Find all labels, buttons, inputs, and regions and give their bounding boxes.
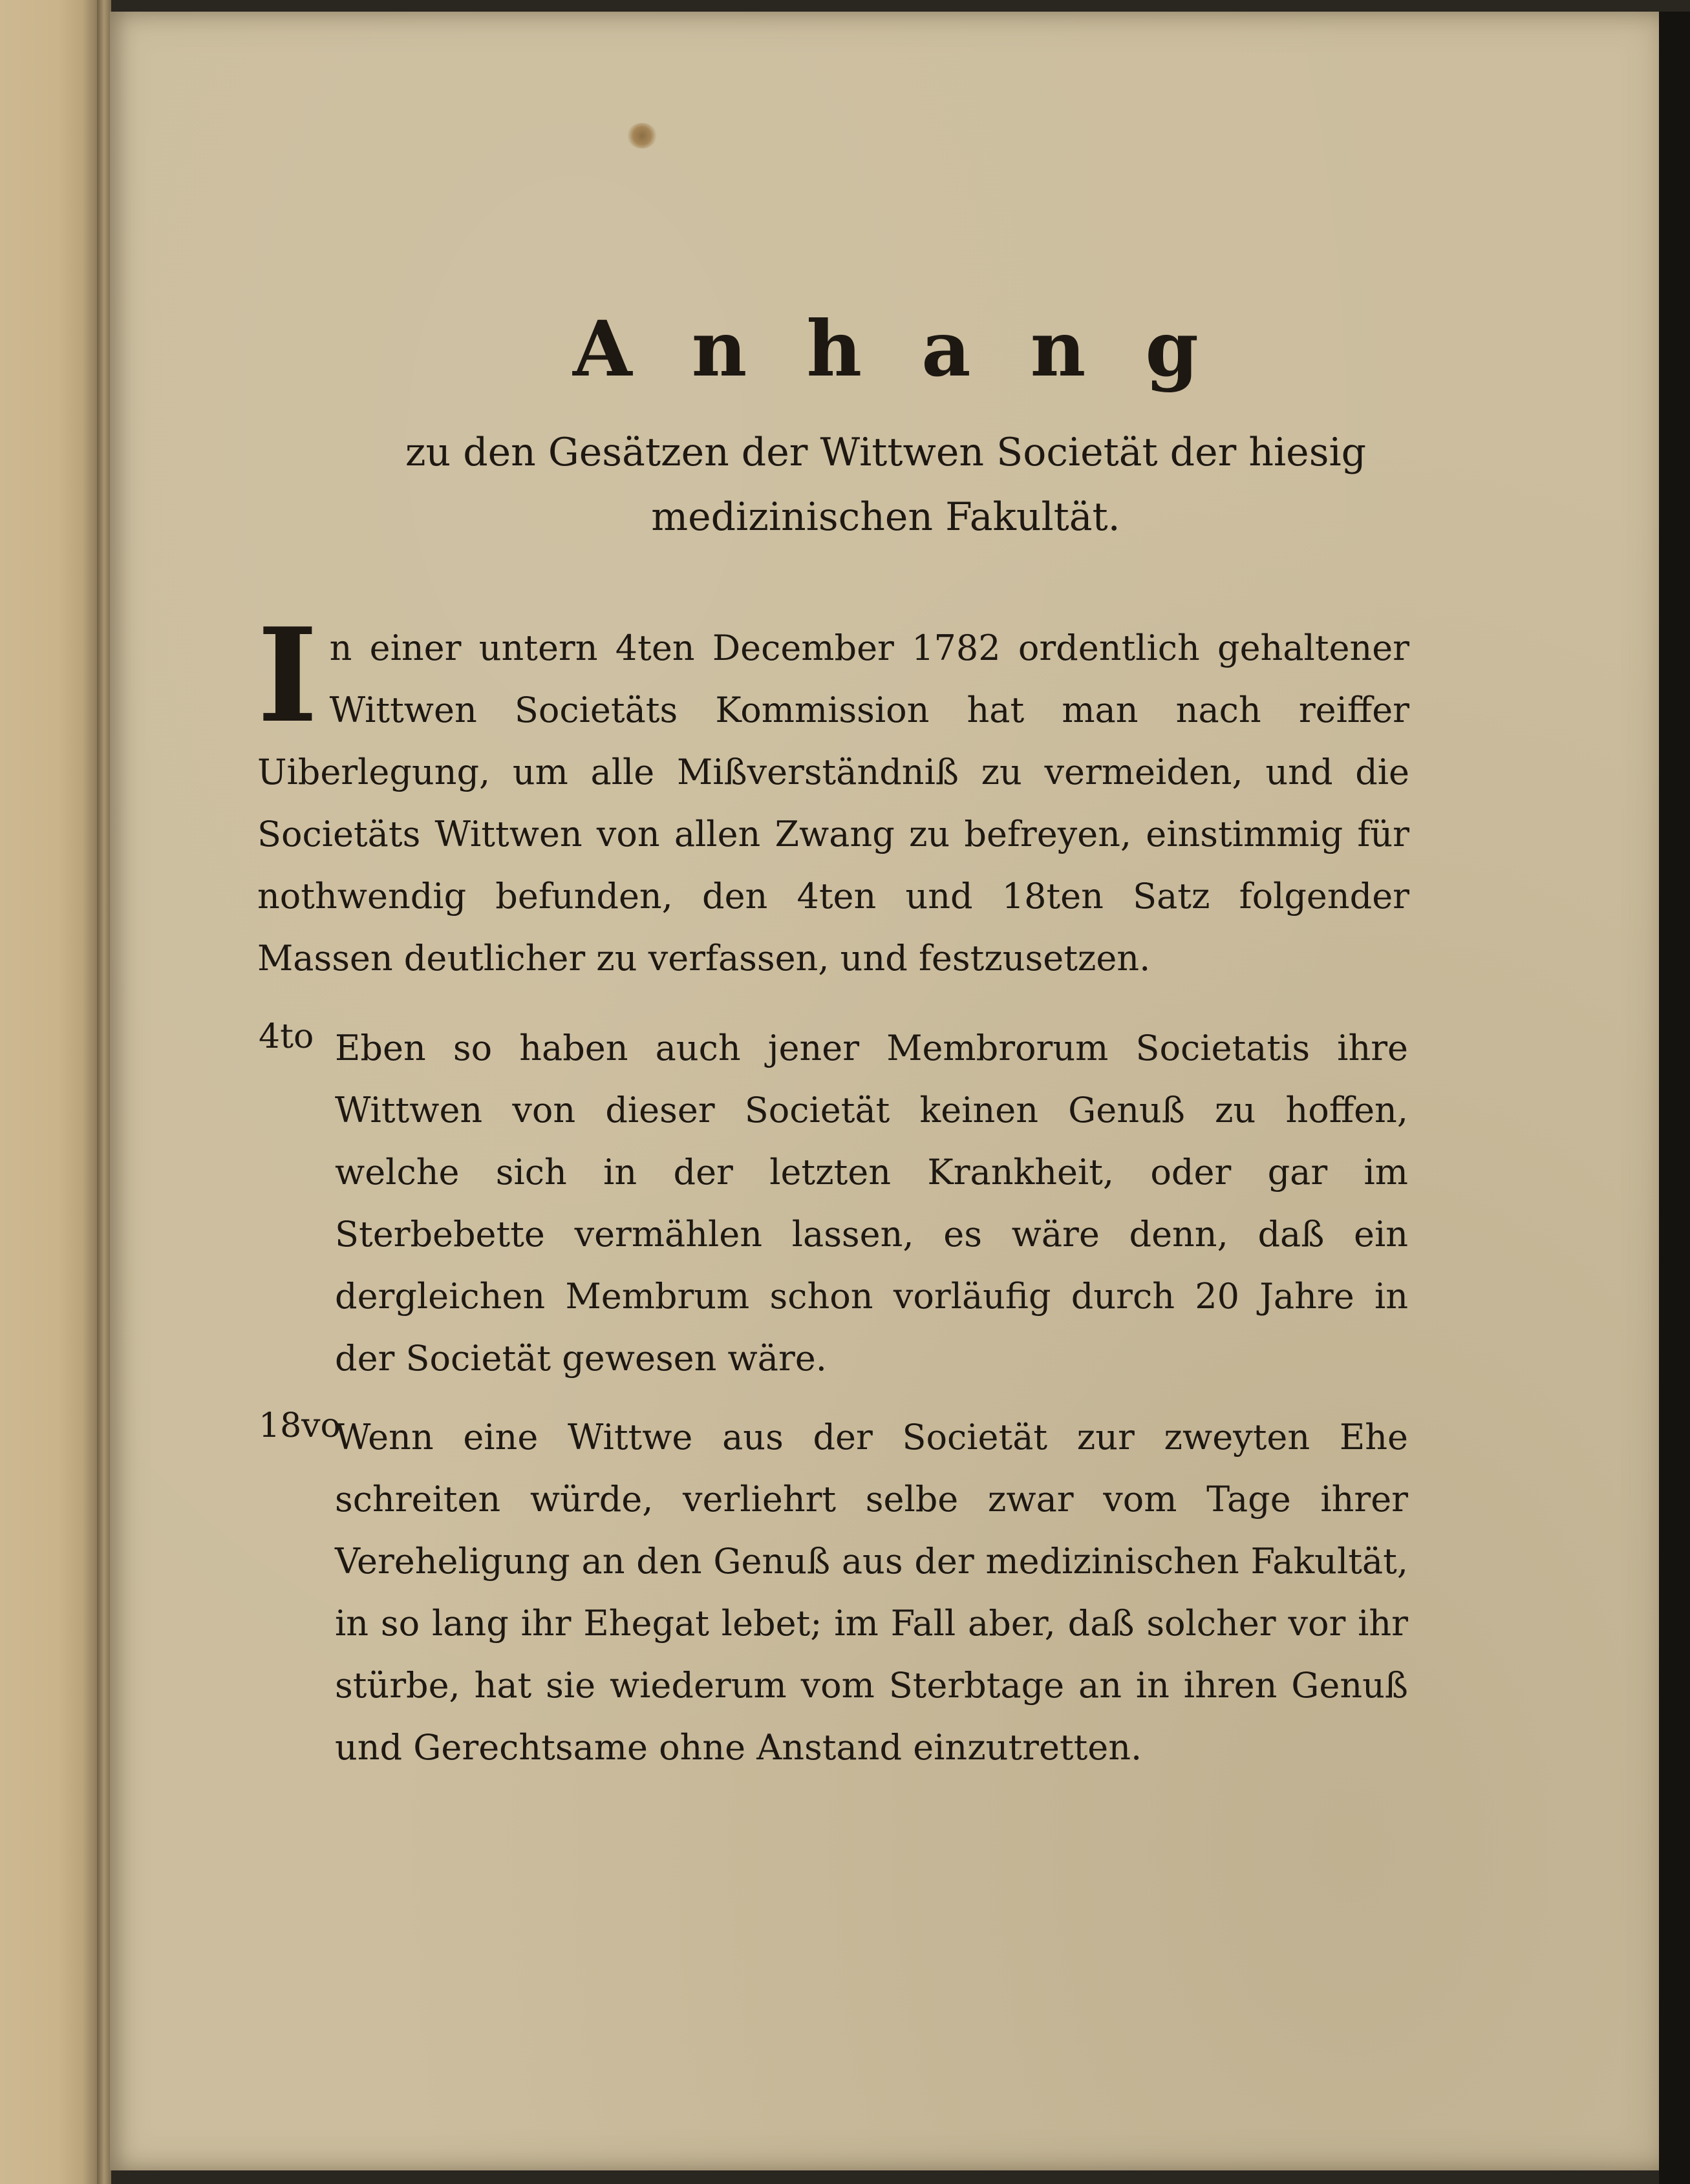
subtitle-line-2: medizinischen Fakultät. xyxy=(651,494,1120,540)
intro-text: n einer untern 4ten December 1782 ordentlich gehaltener Wittwen Societäts Kommission hat man nach reiffer Uiberlegung, um alle Mißverständniß zu vermeiden, und die Societäts Wittwen von allen Zwang zu befreyen, einstimmig für nothwendig befunden, den 4ten und 18ten Satz folgender Massen deutlicher zu verfassen, und festzusetzen. xyxy=(257,628,1409,979)
rule-number-18: 18vo xyxy=(259,1406,341,1445)
rule-number-4: 4to xyxy=(259,1017,314,1056)
facing-page-edge xyxy=(0,0,97,2184)
drop-cap: I xyxy=(257,600,318,752)
book-spine xyxy=(97,0,111,2184)
paper-stain xyxy=(627,123,657,149)
subtitle-line-1: zu den Gesätzen der Wittwen Societät der hiesig xyxy=(405,430,1367,475)
page-title: Anhang xyxy=(573,304,1258,394)
intro-paragraph xyxy=(257,600,1409,990)
rule-text-18: Wenn eine Wittwe aus der Societät zur zweyten Ehe schreiten würde, verliehrt selbe zwar vom Tage ihrer Vereheligung an den Genuß aus der medizinischen Fakultät, in so lang ihr Ehegat lebet; im Fall aber, daß solcher vor ihr stürbe, hat sie wiederum vom Sterbtage an in ihren Genuß und Gerechtsame ohne Anstand einzutretten. xyxy=(335,1417,1408,1768)
page-shadow-edge xyxy=(1659,12,1690,2184)
rule-text-4: Eben so haben auch jener Membrorum Societatis ihre Wittwen von dieser Societät keinen Genuß zu hoffen, welche sich in der letzten Krankheit, oder gar im Sterbebette vermählen lassen, es wäre denn, daß ein dergleichen Membrum schon vorläufig durch 20 Jahre in der Societät gewesen wäre. xyxy=(335,1028,1408,1379)
